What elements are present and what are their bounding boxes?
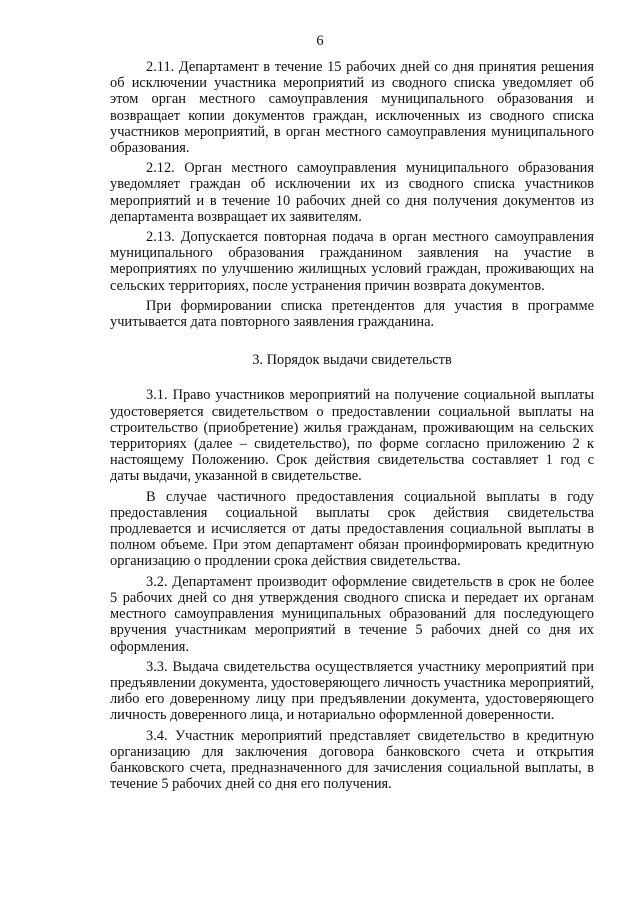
section-heading-3: 3. Порядок выдачи свидетельств bbox=[252, 352, 452, 369]
paragraph-partial-payment: В случае частичного предоставления социальной выплаты в году предоставления социальной выплаты срок действия свидетельства продлевается и исчисляется от даты предоставления социальной выплаты в полном объеме. При этом департамент обязан проинформировать кредитную организацию о продлении срока действия свидетельства. bbox=[110, 488, 594, 570]
paragraph-3-3: 3.3. Выдача свидетельства осуществляется участнику мероприятий при предъявлении документа, удостоверяющего личность участника мероприятий, либо его доверенному лицу при предъявлении документа, удостоверяющего личность доверенного лица, и нотариально оформленной доверенности. bbox=[110, 658, 594, 724]
paragraph-2-12: 2.12. Орган местного самоуправления муниципального образования уведомляет граждан об исключении их из сводного списка участников мероприятий и в течение 10 рабочих дней со дня получения документов из департамента возвращает их заявителям. bbox=[110, 160, 594, 225]
paragraph-repeat-application-note: При формировании списка претендентов для участия в программе учитывается дата повторного заявления гражданина. bbox=[110, 297, 594, 331]
page-number: 6 bbox=[316, 33, 324, 49]
document-body bbox=[110, 59, 594, 796]
paragraph-3-2: 3.2. Департамент производит оформление свидетельств в срок не более 5 рабочих дней со дня утверждения сводного списка и передает их органам местного самоуправления муниципальных образований для последующего вручения участникам мероприятий в течение 5 рабочих дней со дня их оформления. bbox=[110, 573, 594, 655]
paragraph-2-11: 2.11. Департамент в течение 15 рабочих дней со дня принятия решения об исключении участника мероприятий из сводного списка уведомляет об этом орган местного самоуправления муниципального образования и возвращает копии документов граждан, исключенных из сводного списка участников мероприятий, в орган местного самоуправления муниципального образования. bbox=[110, 59, 594, 157]
paragraph-2-13: 2.13. Допускается повторная подача в орган местного самоуправления муниципального образования гражданином заявления на участие в мероприятиях по улучшению жилищных условий граждан, проживающих на сельских территориях, после устранения причин возврата документов. bbox=[110, 229, 594, 294]
paragraph-3-1: 3.1. Право участников мероприятий на получение социальной выплаты удостоверяется свидетельством о предоставлении социальной выплаты на строительство (приобретение) жилья гражданам, проживающим на сельских территориях (далее – свидетельство), по форме согласно приложению 2 к настоящему Положению. Срок действия свидетельства составляет 1 год с даты выдачи, указанной в свидетельстве. bbox=[110, 387, 594, 485]
paragraph-3-4: 3.4. Участник мероприятий представляет свидетельство в кредитную организацию для заключения договора банковского счета и открытия банковского счета, предназначенного для зачисления социальной выплаты, в течение 5 рабочих дней со дня его получения. bbox=[110, 727, 594, 793]
